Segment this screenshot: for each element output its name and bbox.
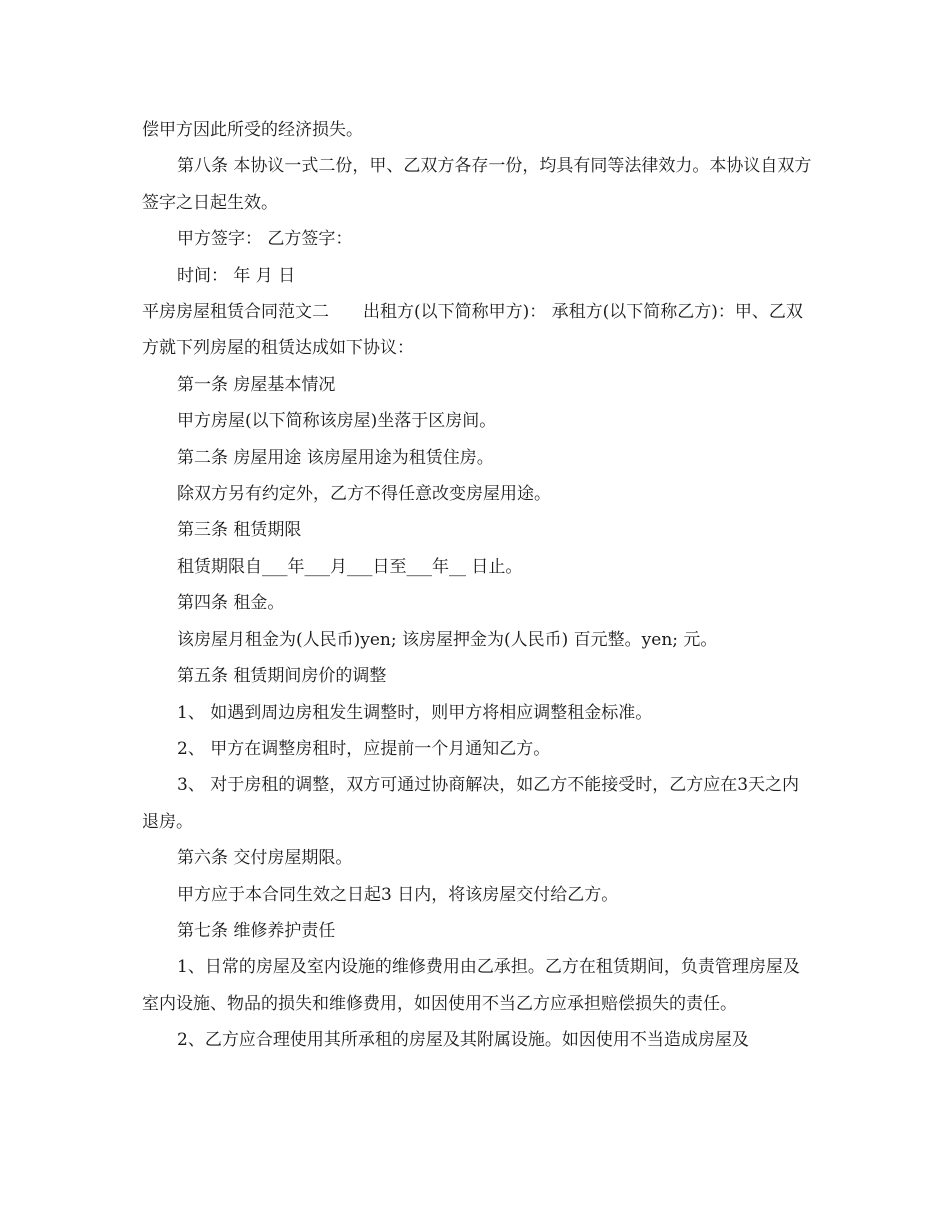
- paragraph-list-item: 1、 如遇到周边房租发生调整时，则甲方将相应调整租金标准。: [177, 702, 653, 723]
- paragraph-list-item: 1、日常的房屋及室内设施的维修费用由乙承担。乙方在租赁期间，负责管理房屋及室内设施、物品的损失和维修费用，如因使用不当乙方应承担赔偿损失的责任。: [142, 957, 800, 1014]
- paragraph-article-2: 第二条 房屋用途 该房屋用途为租赁住房。: [177, 447, 494, 468]
- paragraph-lease-term: 租赁期限自___年___月___日至___年__ 日止。: [177, 556, 523, 577]
- paragraph-article-4-heading: 第四条 租金。: [177, 593, 285, 614]
- paragraph-list-item: 2、乙方应合理使用其所承租的房屋及其附属设施。如因使用不当造成房屋及: [177, 1030, 749, 1051]
- paragraph-signatures: 甲方签字： 乙方签字：: [177, 229, 353, 250]
- paragraph-article-7-heading: 第七条 维修养护责任: [177, 920, 336, 941]
- paragraph-article-6-heading: 第六条 交付房屋期限。: [177, 848, 353, 869]
- paragraph-list-item: 3、 对于房租的调整，双方可通过协商解决，如乙方不能接受时，乙方应在3天之内退房。: [142, 775, 800, 832]
- paragraph-date: 时间： 年 月 日: [177, 265, 296, 286]
- paragraph-article-8: 第八条 本协议一式二份，甲、乙双方各存一份，均具有同等法律效力。本协议自双方签字之日起生效。: [142, 156, 812, 213]
- paragraph-rent: 该房屋月租金为(人民币)yen; 该房屋押金为(人民币) 百元整。yen; 元。: [177, 629, 718, 650]
- paragraph-article-3-heading: 第三条 租赁期限: [177, 520, 302, 541]
- paragraph: 除双方另有约定外，乙方不得任意改变房屋用途。: [177, 484, 551, 505]
- paragraph: 偿甲方因此所受的经济损失。: [142, 120, 363, 140]
- paragraph-article-1-heading: 第一条 房屋基本情况: [177, 374, 336, 395]
- document-body: [142, 112, 814, 1059]
- paragraph: 甲方房屋(以下简称该房屋)坐落于区房间。: [177, 411, 497, 432]
- paragraph: 甲方应于本合同生效之日起3 日内，将该房屋交付给乙方。: [177, 884, 619, 905]
- paragraph-list-item: 2、 甲方在调整房租时，应提前一个月通知乙方。: [177, 738, 551, 759]
- paragraph-article-5-heading: 第五条 租赁期间房价的调整: [177, 666, 387, 687]
- paragraph-contract-title: 平房房屋租赁合同范文二 出租方(以下简称甲方)： 承租方(以下简称乙方)：甲、乙双方就下列房屋的租赁达成如下协议：: [142, 302, 803, 359]
